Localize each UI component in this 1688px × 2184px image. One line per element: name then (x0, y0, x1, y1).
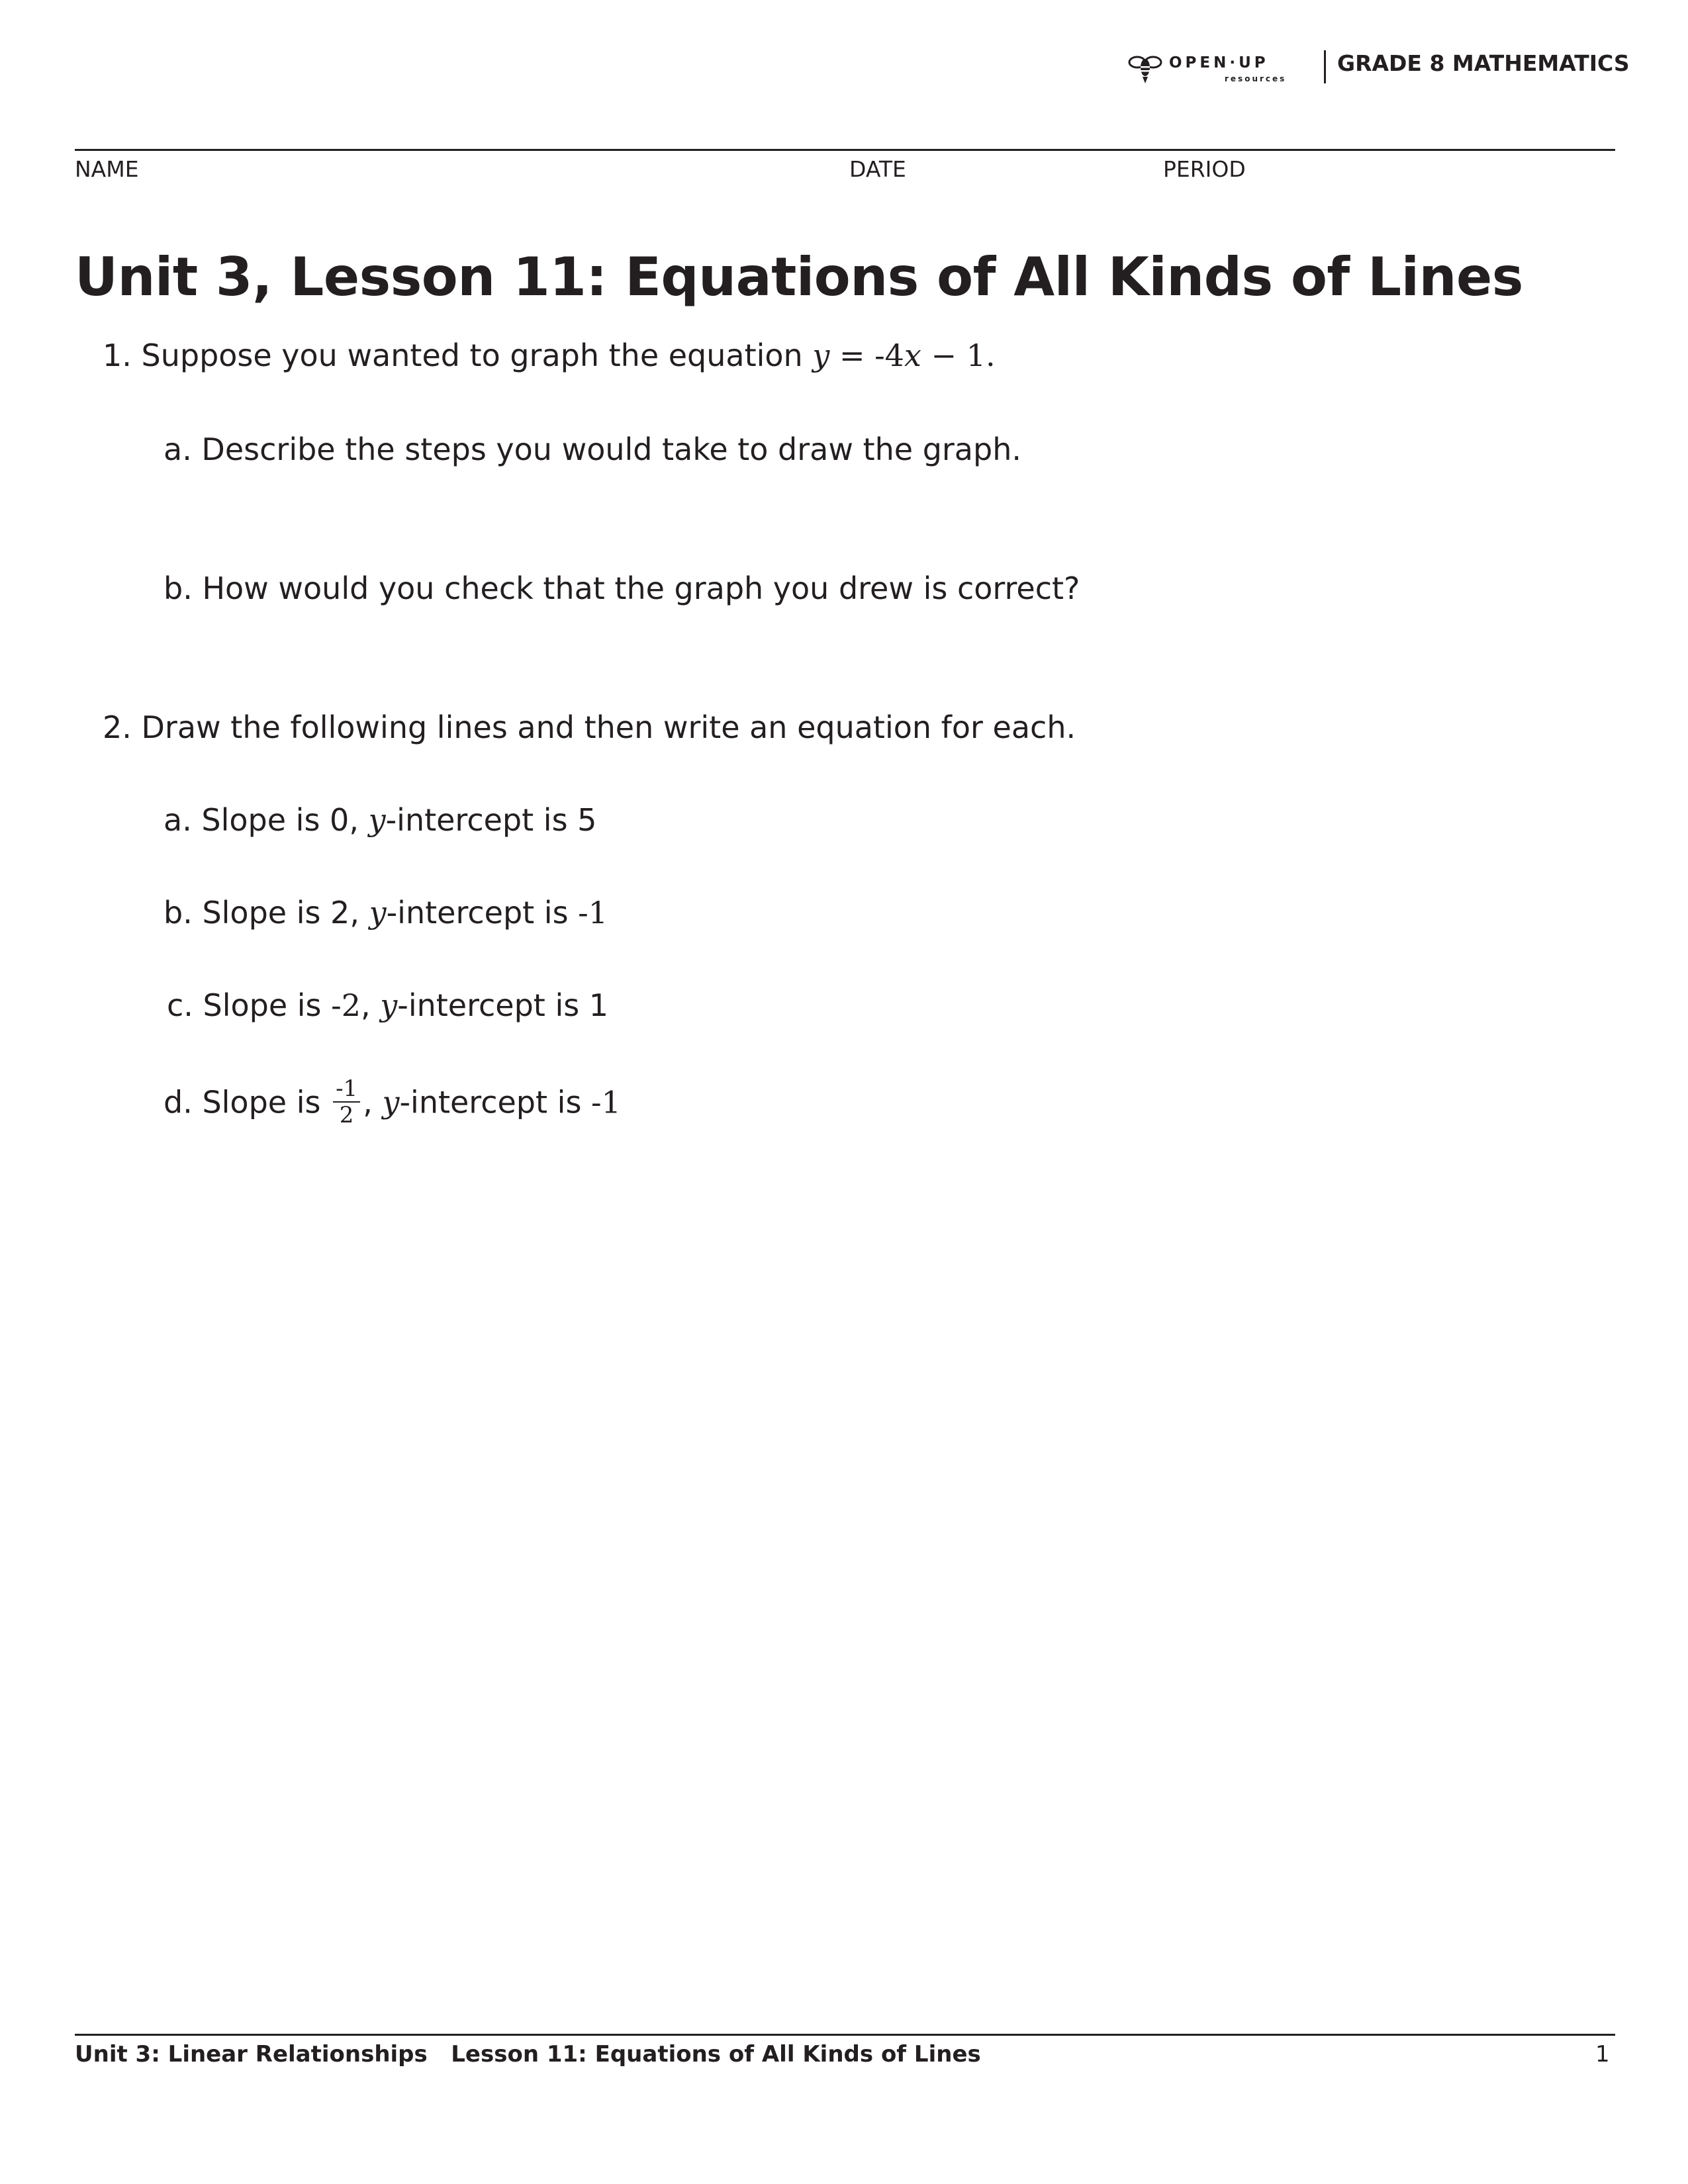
item-text: -intercept is (386, 895, 579, 931)
bee-icon (1127, 50, 1164, 87)
question-2a (164, 802, 596, 838)
question-1b: b. How would you check that the graph you drew is correct? (164, 570, 1080, 606)
eq-y: y (812, 338, 830, 373)
item-text: -intercept is 1 (397, 987, 609, 1023)
question-1-text: 1. Suppose you wanted to graph the equation (103, 338, 803, 373)
item-text: b. Slope is 2, (164, 895, 369, 931)
item-text: -intercept is (399, 1084, 592, 1120)
item-text: d. Slope is (164, 1084, 331, 1120)
eq-x: x (904, 338, 921, 373)
page-title: Unit 3, Lesson 11: Equations of All Kinds of Lines (75, 246, 1523, 308)
eq-tail: − 1. (921, 338, 996, 373)
y-variable: y (369, 895, 387, 931)
header-divider (1324, 50, 1326, 83)
fraction-denominator: 2 (339, 1102, 354, 1128)
y-variable: y (368, 802, 386, 838)
open-up-logo (1127, 48, 1292, 89)
footer-lesson-title: Unit 3: Linear Relationships Lesson 11: Equations of All Kinds of Lines (75, 2041, 981, 2068)
question-1 (103, 338, 996, 373)
grade-label: GRADE 8 MATHEMATICS (1337, 50, 1630, 76)
item-text: -intercept is 5 (385, 802, 597, 838)
item-text: a. Slope is 0, (164, 802, 369, 838)
item-text: , (363, 1084, 383, 1120)
name-field-label: NAME (75, 156, 139, 182)
question-2: 2. Draw the following lines and then write an equation for each. (103, 709, 1076, 745)
intercept-value: -1 (578, 895, 608, 931)
slope-fraction (333, 1077, 360, 1126)
date-field-label: DATE (849, 156, 906, 182)
footer-rule (75, 2034, 1615, 2036)
name-rule (75, 149, 1615, 151)
slope-value: -2 (331, 987, 361, 1023)
item-text: c. Slope is (167, 987, 332, 1023)
eq-rest: = -4 (829, 338, 904, 373)
intercept-value: -1 (591, 1084, 621, 1120)
fraction-numerator: -1 (333, 1077, 360, 1103)
question-2b (164, 895, 608, 931)
period-field-label: PERIOD (1163, 156, 1246, 182)
page-number: 1 (1595, 2041, 1610, 2068)
logo-subtext: resources (1225, 74, 1287, 83)
equation (812, 338, 995, 373)
logo-wordmark: OPEN·UP (1169, 54, 1269, 71)
y-variable: y (382, 1084, 400, 1120)
question-2d (164, 1075, 621, 1129)
y-variable: y (380, 987, 398, 1023)
question-1a: a. Describe the steps you would take to draw the graph. (164, 432, 1021, 467)
question-2c (167, 987, 608, 1023)
item-text: , (360, 987, 381, 1023)
